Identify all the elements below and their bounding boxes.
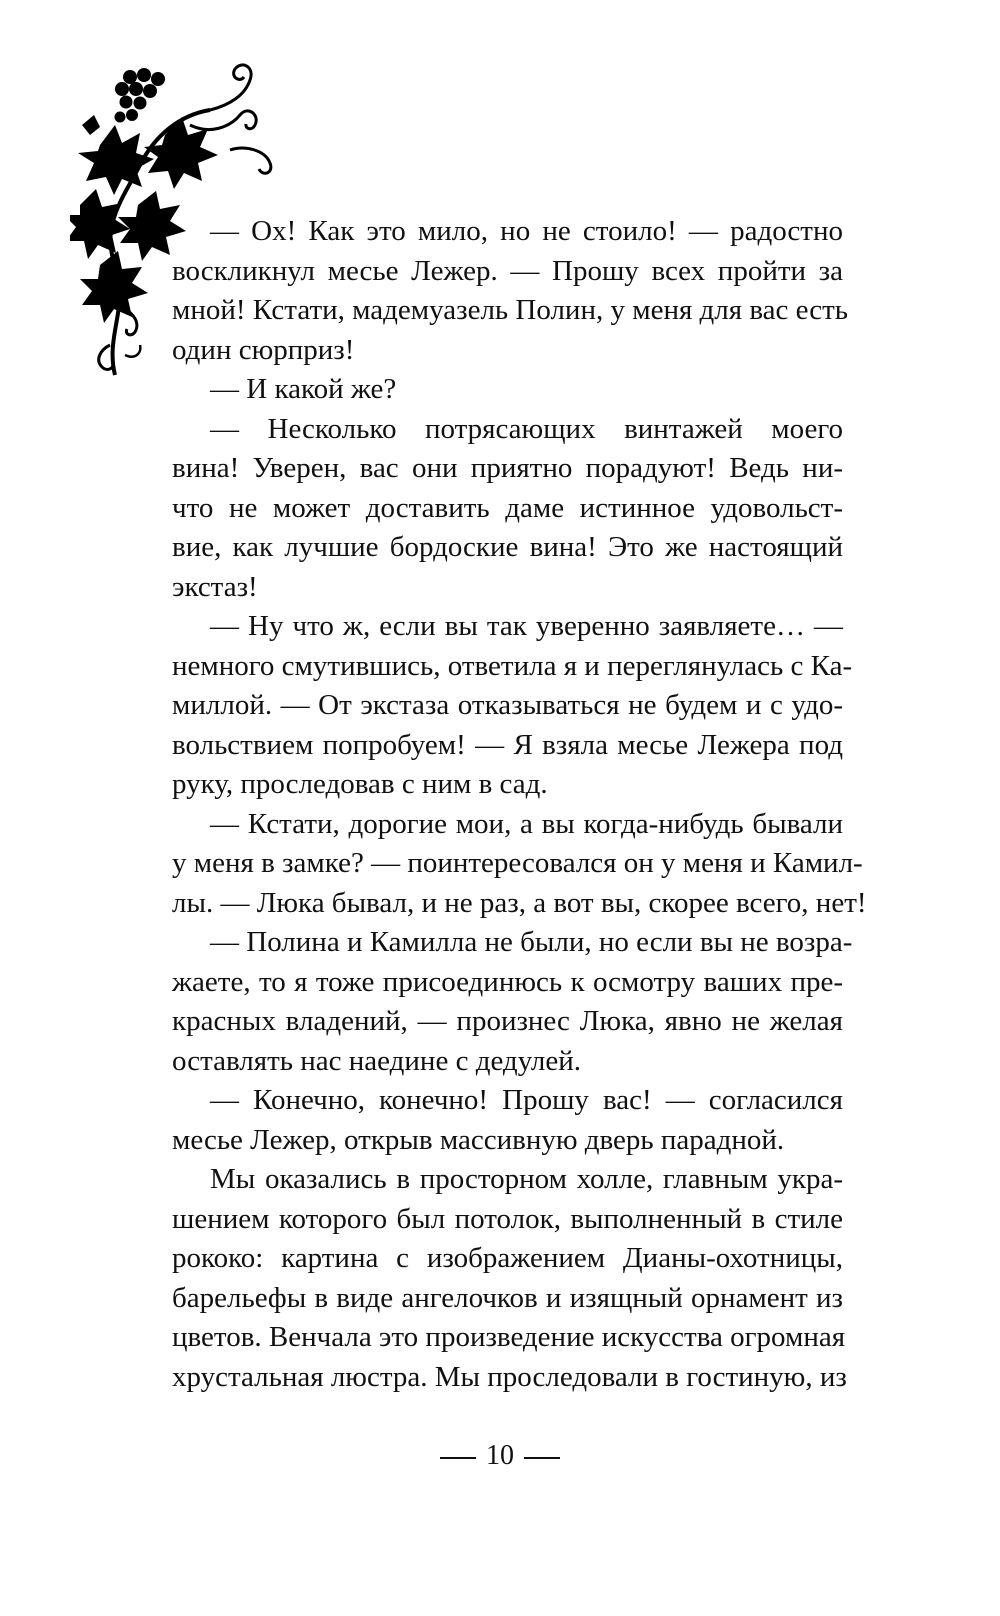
text-line: лы. — Люка бывал, и не раз, а вот вы, скорее всего, нет! [172,887,867,919]
text-line: — Несколько потрясающих винтажей моего [210,413,843,445]
text-line: цветов. Венчала это произведение искусства огромная [172,1321,846,1353]
text-line: барельефы в виде ангелочков и изящный орнамент из [172,1282,843,1314]
page-number [0,1436,1000,1476]
text-line: — Кстати, дорогие мои, а вы когда-нибудь бывали [210,808,843,840]
text-line: — Ох! Как это мило, но не стоило! — радостно [210,215,843,247]
text-line: воскликнул месье Лежер. — Прошу всех пройти за [172,255,843,287]
text-line: — Конечно, конечно! Прошу вас! — согласился [210,1084,843,1116]
text-line: у меня в замке? — поинтересовался он у меня и Камил- [172,847,863,879]
text-line: — Полина и Камилла не были, но если вы не возра- [210,926,853,958]
text-line: Мы оказались в просторном холле, главным укра- [210,1163,843,1195]
text-line: руку, проследовав с ним в сад. [172,768,548,800]
text-line: месье Лежер, открыв массивную дверь парадной. [172,1124,785,1156]
text-line: один сюрприз! [172,334,355,366]
text-line: вольствием попробуем! — Я взяла месье Лежера под [172,729,843,761]
text-line: хрустальная люстра. Мы проследовали в гостиную, из [172,1361,847,1393]
text-line: мной! Кстати, мадемуазель Полин, у меня для вас есть [172,294,849,326]
text-line: вие, как лучшие бордоские вина! Это же настоящий [172,531,843,563]
text-line: вина! Уверен, вас они приятно порадуют! Ведь ни- [172,452,843,484]
text-line: жаете, то я тоже присоединюсь к осмотру ваших пре- [172,966,843,998]
text-line: рококо: картина с изображением Дианы-охотницы, [172,1242,843,1274]
text-line: шением которого был потолок, выполненный в стиле [172,1203,843,1235]
page-number-value: 10 [486,1440,514,1471]
page-number-dash-right [524,1457,560,1459]
page-number-dash-left [440,1457,476,1459]
text-line: красных владений, — произнес Люка, явно не желая [172,1005,843,1037]
text-line: — Ну что ж, если вы так уверенно заявляете… — [210,610,843,642]
text-line: оставлять нас наедине с дедулей. [172,1045,582,1077]
text-line: — И какой же? [210,373,397,405]
text-line: экстаз! [172,571,258,603]
text-line: немного смутившись, ответила я и переглянулась с Ка- [172,650,853,682]
text-line: что не может доставить даме истинное удовольст- [172,492,843,524]
text-line: миллой. — От экстаза отказываться не будем и с удо- [172,689,843,721]
